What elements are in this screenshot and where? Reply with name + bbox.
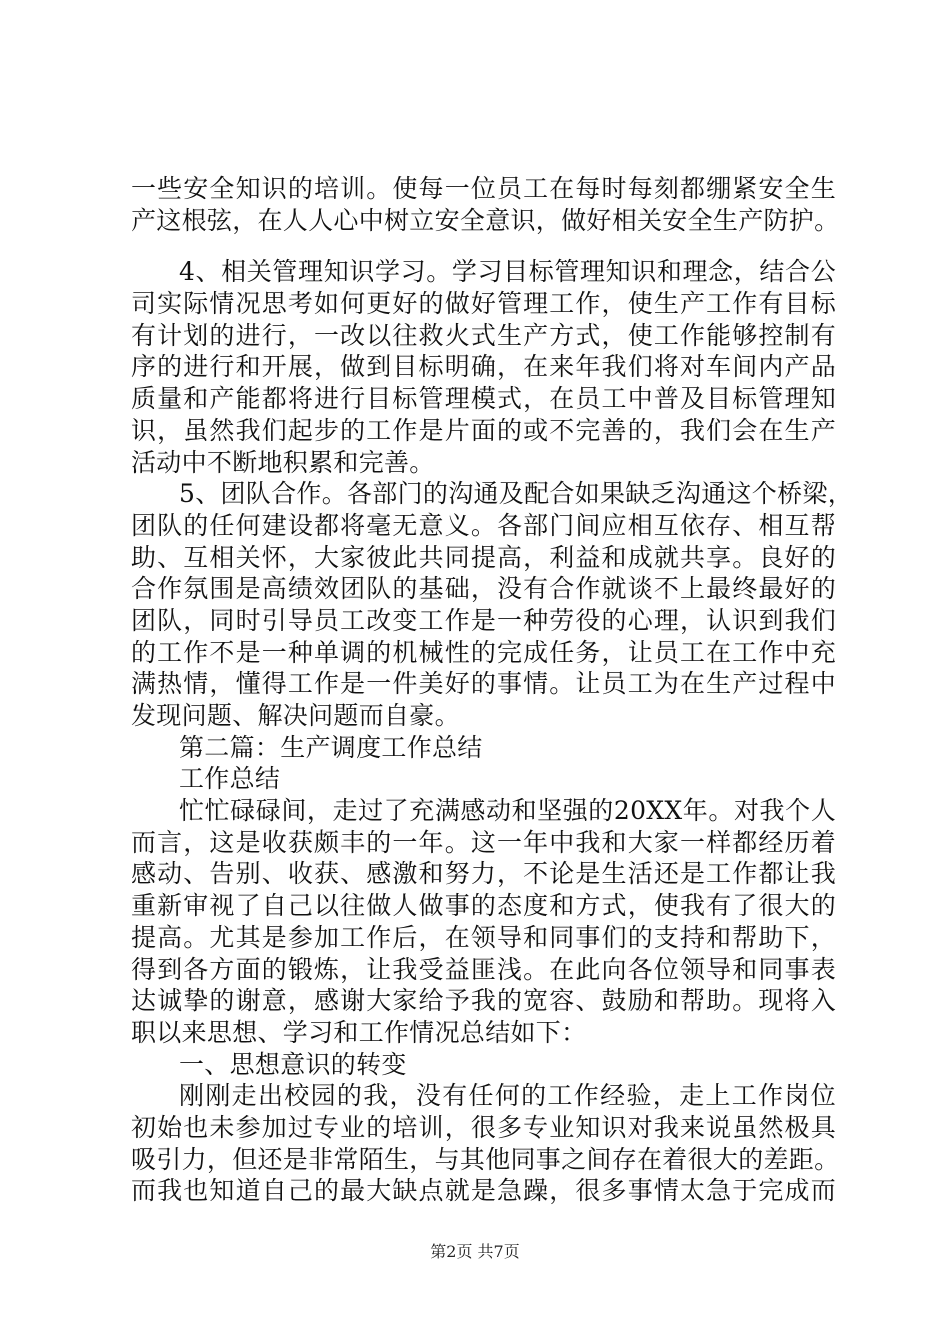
paragraph-teamwork — [131, 478, 854, 732]
text-line: 活动中不断地积累和完善。 — [131, 447, 435, 477]
text-line: 感动、告别、收获、感激和努力，不论是生活还是工作都让我 — [131, 859, 836, 889]
text-line: 序的进行和开展，做到目标明确，在来年我们将对车间内产品 — [131, 352, 836, 382]
paragraph-management-learning — [131, 256, 836, 478]
text-line: 团队，同时引导员工改变工作是一种劳役的心理，认识到我们 — [131, 605, 836, 635]
paragraph-gap — [131, 236, 836, 256]
text-line: 职以来思想、学习和工作情况总结如下： — [131, 1017, 587, 1047]
paragraph-year-review — [131, 795, 836, 1049]
section-heading-part2: 第二篇：生产调度工作总结 — [179, 732, 483, 762]
text-line: 提高。尤其是参加工作后，在领导和同事们的支持和帮助下， — [131, 922, 836, 952]
text-line: 有计划的进行，一改以往救火式生产方式，使工作能够控制有 — [131, 320, 836, 350]
text-line: 一些安全知识的培训。使每一位员工在每时每刻都绷紧安全生 — [131, 174, 836, 203]
text-line: 助、互相关怀，大家彼此共同提高，利益和成就共享。良好的 — [131, 542, 836, 572]
text-line: 5、团队合作。各部门的沟通及配合如果缺乏沟通这个桥梁， — [179, 479, 854, 509]
text-line: 达诚挚的谢意，感谢大家给予我的宽容、鼓励和帮助。现将入 — [131, 986, 836, 1016]
text-line: 4、相关管理知识学习。学习目标管理知识和理念，结合公 — [179, 257, 836, 287]
text-line: 而我也知道自己的最大缺点就是急躁，很多事情太急于完成而 — [131, 1176, 836, 1206]
text-line: 初始也未参加过专业的培训，很多专业知识对我来说虽然极具 — [131, 1112, 836, 1142]
section-heading-summary: 工作总结 — [179, 764, 281, 794]
page-number-footer: 第2页 共7页 — [430, 1242, 520, 1261]
text-line: 的工作不是一种单调的机械性的完成任务，让员工在工作中充 — [131, 637, 836, 667]
text-line: 而言，这是收获颇丰的一年。这一年中我和大家一样都经历着 — [131, 827, 836, 857]
text-line: 忙忙碌碌间，走过了充满感动和坚强的20XX年。对我个人 — [179, 796, 836, 826]
document-body — [131, 173, 854, 1207]
text-line: 吸引力，但还是非常陌生，与其他同事之间存在着很大的差距。 — [131, 1144, 840, 1174]
text-line: 得到各方面的锻炼，让我受益匪浅。在此向各位领导和同事表 — [131, 954, 836, 984]
text-line: 司实际情况思考如何更好的做好管理工作，使生产工作有目标 — [131, 289, 836, 319]
text-line: 合作氛围是高绩效团队的基础，没有合作就谈不上最终最好的 — [131, 574, 836, 604]
text-line: 产这根弦，在人人心中树立安全意识，做好相关安全生产防护。 — [131, 205, 840, 235]
text-line: 质量和产能都将进行目标管理模式，在员工中普及目标管理知 — [131, 384, 836, 414]
text-line: 识，虽然我们起步的工作是片面的或不完善的，我们会在生产 — [131, 415, 836, 445]
section-heading-mindset: 一、思想意识的转变 — [179, 1049, 407, 1079]
paragraph-campus — [131, 1080, 840, 1207]
text-line: 发现问题、解决问题而自豪。 — [131, 701, 460, 730]
text-line: 团队的任何建设都将毫无意义。各部门间应相互依存、相互帮 — [131, 510, 836, 540]
text-line: 刚刚走出校园的我，没有任何的工作经验，走上工作岗位 — [179, 1081, 836, 1111]
paragraph-intro — [131, 173, 840, 236]
text-line: 重新审视了自己以往做人做事的态度和方式，使我有了很大的 — [131, 891, 836, 921]
text-line: 满热情，懂得工作是一件美好的事情。让员工为在生产过程中 — [131, 669, 836, 699]
